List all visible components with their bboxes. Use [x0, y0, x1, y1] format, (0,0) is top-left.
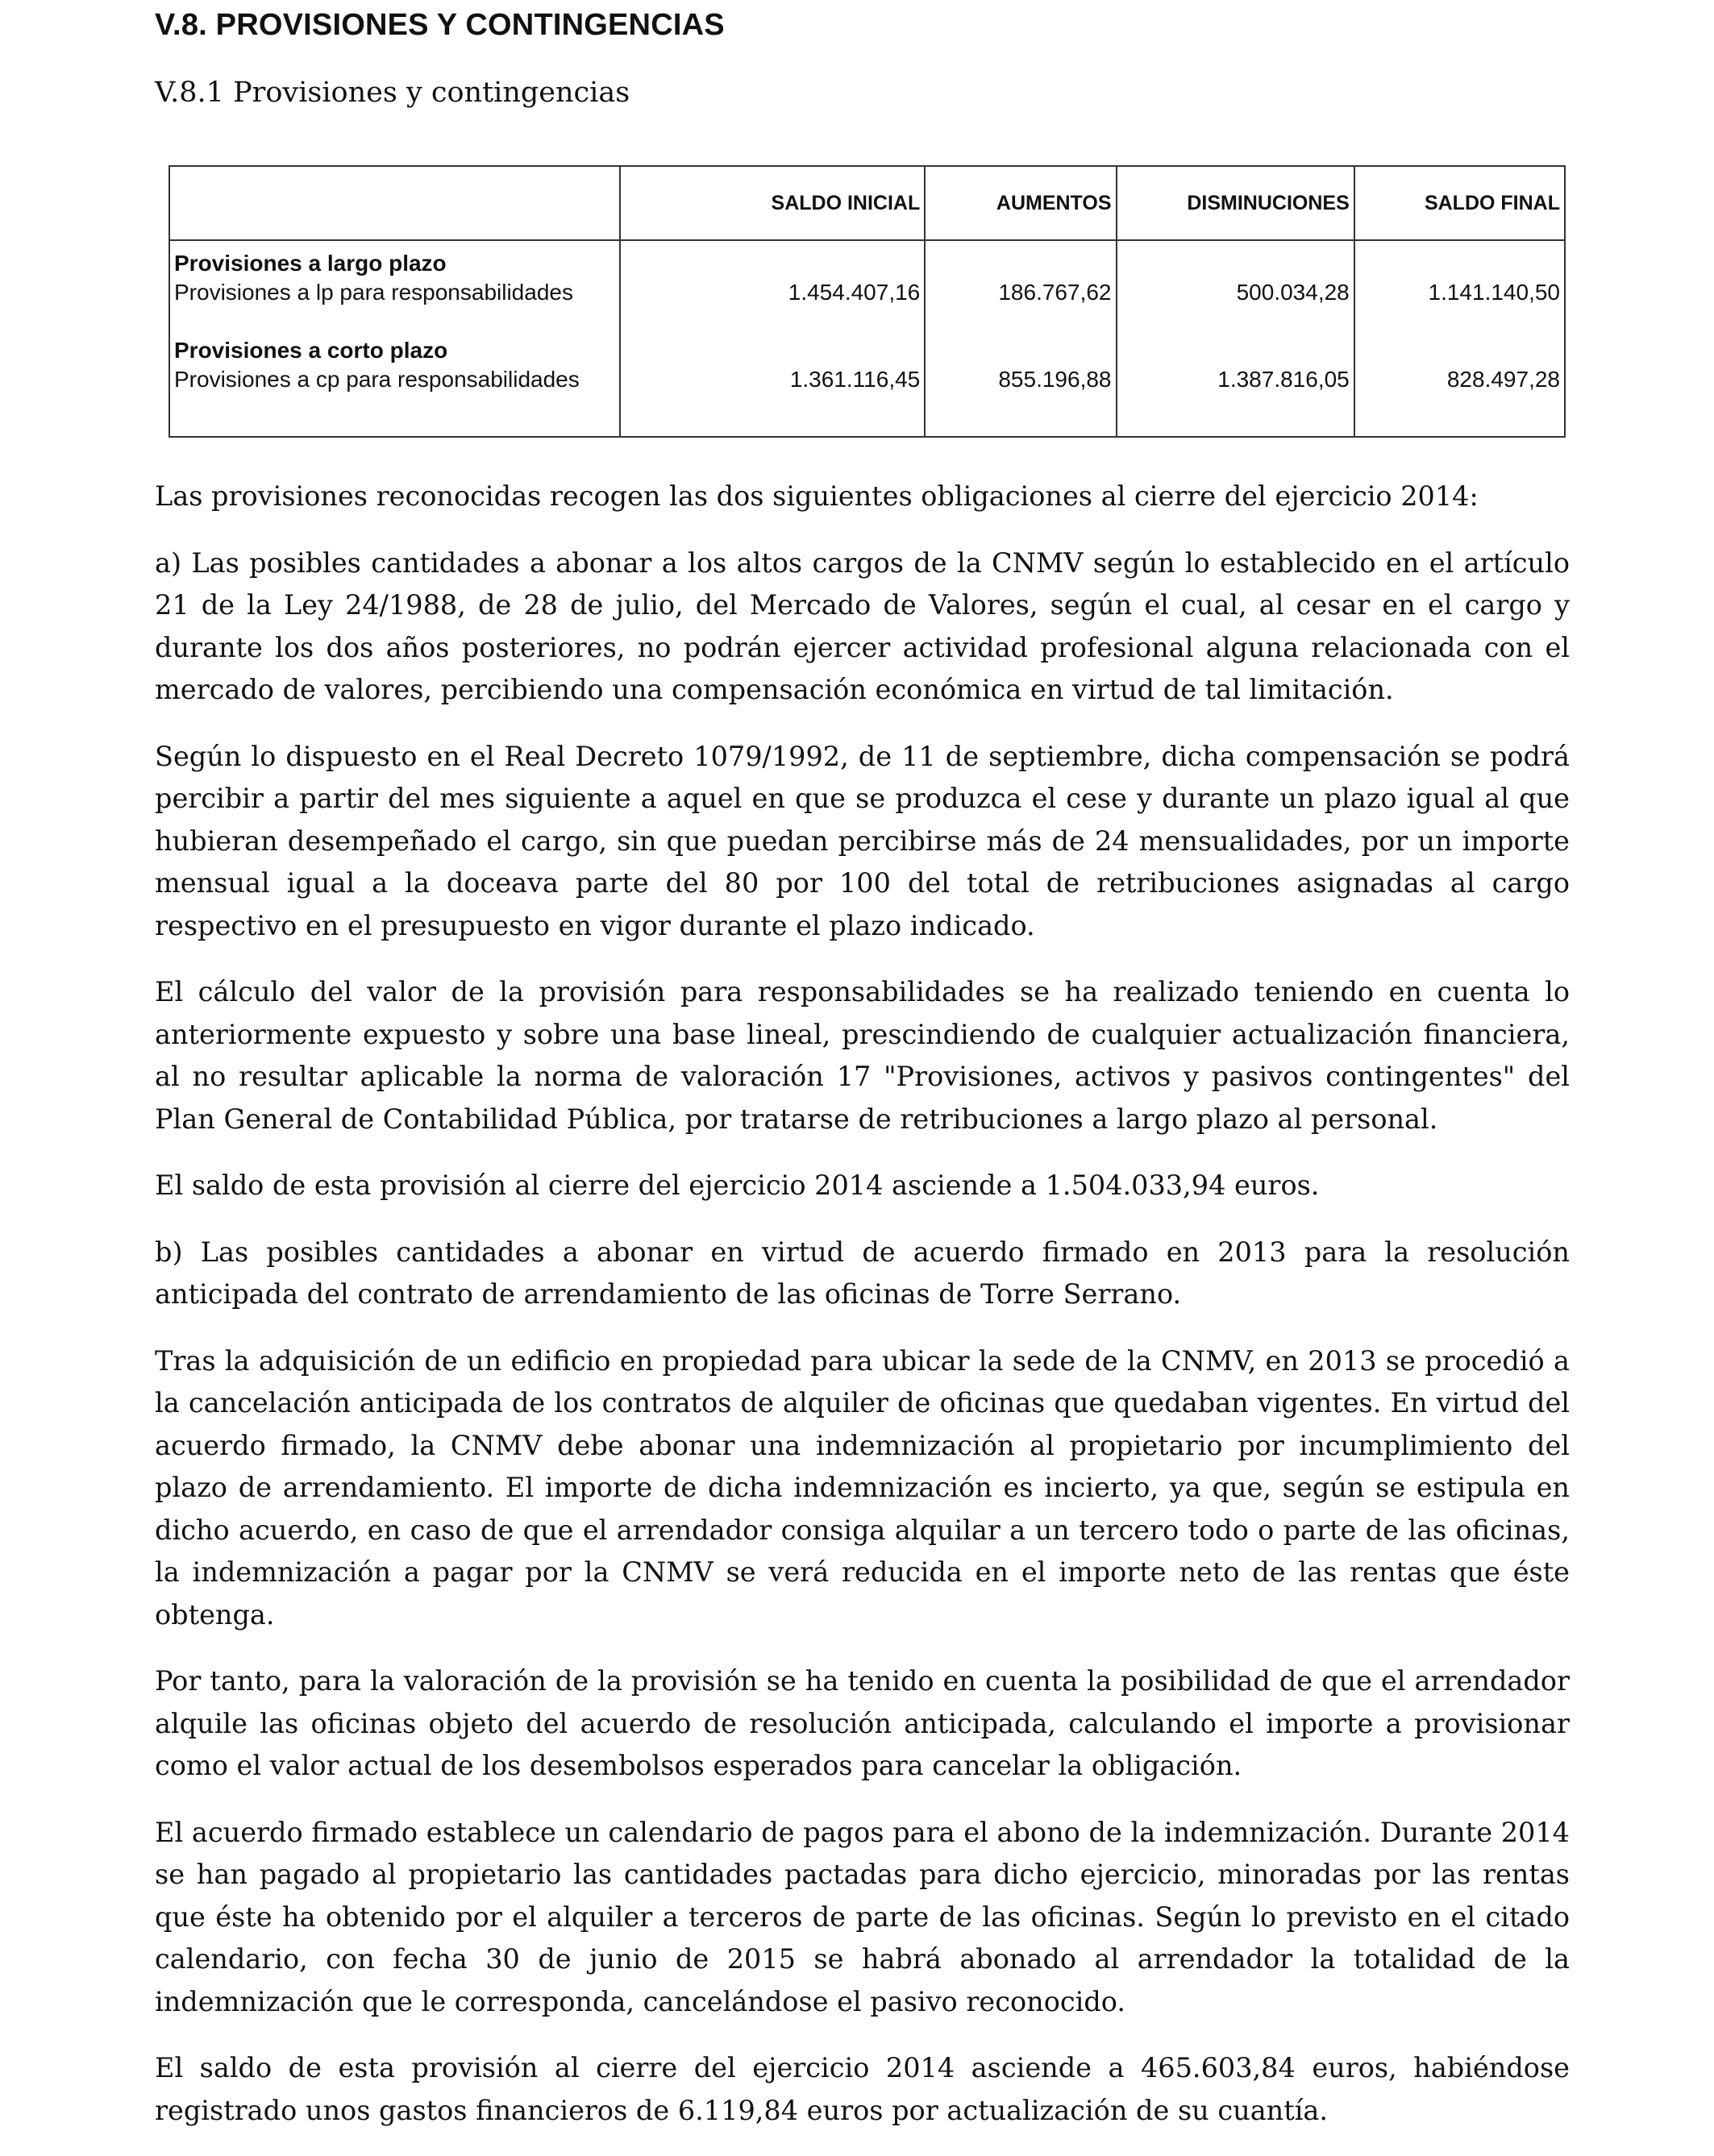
value-cp-aumentos: 855.196,88 — [998, 367, 1112, 392]
column-header-label — [169, 166, 620, 240]
column-header-saldo-inicial: SALDO INICIAL — [620, 166, 925, 240]
table-header-row — [169, 166, 1565, 240]
row-label-cp: Provisiones a cp para responsabilidades — [174, 367, 580, 392]
row-spacer — [625, 307, 920, 336]
row-labels-cell — [169, 240, 620, 437]
row-spacer — [930, 249, 1111, 278]
body-text — [155, 476, 1570, 2156]
row-spacer — [1359, 336, 1560, 365]
group-title-largo-plazo: Provisiones a largo plazo — [174, 251, 447, 276]
disminuciones-cell — [1117, 240, 1354, 437]
value-lp-disminuciones: 500.034,28 — [1236, 280, 1350, 305]
paragraph-a: a) Las posibles cantidades a abonar a los altos cargos de la CNMV según lo establecido en el artículo 21 de la Ley 24/1988, de 28 de julio, del Mercado de Valores, según el cual, al cesar en el cargo y durante los dos años posteriores, no podrán ejercer actividad profesional alguna relacionada con el mercado de valores, percibiendo una compensación económica en virtud de tal limitación. — [155, 546, 1570, 705]
row-spacer — [625, 336, 920, 365]
row-spacer — [625, 249, 920, 278]
row-label-lp: Provisiones a lp para responsabilidades — [174, 280, 573, 305]
value-lp-saldo-final: 1.141.140,50 — [1428, 280, 1560, 305]
row-spacer — [174, 307, 615, 336]
value-lp-aumentos: 186.767,62 — [998, 280, 1112, 305]
aumentos-cell — [925, 240, 1116, 437]
value-cp-saldo-final: 828.497,28 — [1446, 367, 1560, 392]
column-header-aumentos: AUMENTOS — [925, 166, 1116, 240]
column-header-saldo-final: SALDO FINAL — [1354, 166, 1565, 240]
paragraph-saldo-2: El saldo de esta provisión al cierre del ejercicio 2014 asciende a 465.603,84 euros, habiéndose registrado unos gastos financieros de 6.119,84 euros por actualización de su cuantía. — [155, 2052, 1570, 2126]
paragraph-adquisicion: Tras la adquisición de un edificio en propiedad para ubicar la sede de la CNMV, en 2013 se procedió a la cancelación anticipada de los contratos de alquiler de oficinas que quedaban vigentes. En virtud del acuerdo firmado, la CNMV debe abonar una indemnización al propietario por incumplimiento del plazo de arrendamiento. El importe de dicha indemnización es incierto, ya que, según se estipula en dicho acuerdo, en caso de que el arrendador consiga alquilar a un tercero todo o parte de las oficinas, la indemnización a pagar por la CNMV se verá reducida en el importe neto de las rentas que éste obtenga. — [155, 1344, 1570, 1631]
row-spacer — [1359, 307, 1560, 336]
column-header-disminuciones: DISMINUCIONES — [1117, 166, 1354, 240]
row-spacer — [930, 336, 1111, 365]
table-body-row — [169, 240, 1565, 437]
provisions-table — [168, 165, 1566, 438]
paragraph-b: b) Las posibles cantidades a abonar en virtud de acuerdo firmado en 2013 para la resolución anticipada del contrato de arrendamiento de las oficinas de Torre Serrano. — [155, 1236, 1570, 1310]
paragraph-saldo-1: El saldo de esta provisión al cierre del ejercicio 2014 asciende a 1.504.033,94 euros. — [155, 1169, 1320, 1201]
paragraph-real-decreto: Según lo dispuesto en el Real Decreto 1079/1992, de 11 de septiembre, dicha compensación se podrá percibir a partir del mes siguiente a aquel en que se produzca el cese y durante un plazo igual al que hubieran desempeñado el cargo, sin que puedan percibirse más de 24 mensualidades, por un importe mensual igual a la doceava parte del 80 por 100 del total de retribuciones asignadas al cargo respectivo en el presupuesto en vigor durante el plazo indicado. — [155, 740, 1570, 941]
saldo-inicial-cell — [620, 240, 925, 437]
row-spacer — [1121, 336, 1350, 365]
section-heading: V.8. PROVISIONES Y CONTINGENCIAS — [155, 8, 725, 42]
row-spacer — [1121, 307, 1350, 336]
paragraph-calculo: El cálculo del valor de la provisión para responsabilidades se ha realizado teniendo en cuenta lo anteriormente expuesto y sobre una base lineal, prescindiendo de cualquier actualización financiera, al no resultar aplicable la norma de valoración 17 "Provisiones, activos y pasivos contingentes" del Plan General de Contabilidad Pública, por tratarse de retribuciones a largo plazo al personal. — [155, 976, 1570, 1135]
paragraph-valoracion: Por tanto, para la valoración de la provisión se ha tenido en cuenta la posibilidad de que el arrendador alquile las oficinas objeto del acuerdo de resolución anticipada, calculando el importe a provisionar como el valor actual de los desembolsos esperados para cancelar la obligación. — [155, 1665, 1570, 1781]
row-spacer — [930, 307, 1111, 336]
paragraph-calendario: El acuerdo firmado establece un calendario de pagos para el abono de la indemnización. Durante 2014 se han pagado al propietario las cantidades pactadas para dicho ejercicio, minoradas por las rentas que éste ha obtenido por el alquiler a terceros de parte de las oficinas. Según lo previsto en el citado calendario, con fecha 30 de junio de 2015 se habrá abonado al arrendador la totalidad de la indemnización que le corresponda, cancelándose el pasivo reconocido. — [155, 1816, 1570, 2017]
saldo-final-cell — [1354, 240, 1565, 437]
value-lp-saldo-inicial: 1.454.407,16 — [788, 280, 921, 305]
value-cp-saldo-inicial: 1.361.116,45 — [789, 367, 921, 392]
paragraph-intro: Las provisiones reconocidas recogen las dos siguientes obligaciones al cierre del ejercicio 2014: — [155, 480, 1479, 512]
group-title-corto-plazo: Provisiones a corto plazo — [174, 338, 448, 363]
value-cp-disminuciones: 1.387.816,05 — [1217, 367, 1350, 392]
subsection-heading: V.8.1 Provisiones y contingencias — [155, 77, 630, 109]
row-spacer — [1121, 249, 1350, 278]
row-spacer — [1359, 249, 1560, 278]
